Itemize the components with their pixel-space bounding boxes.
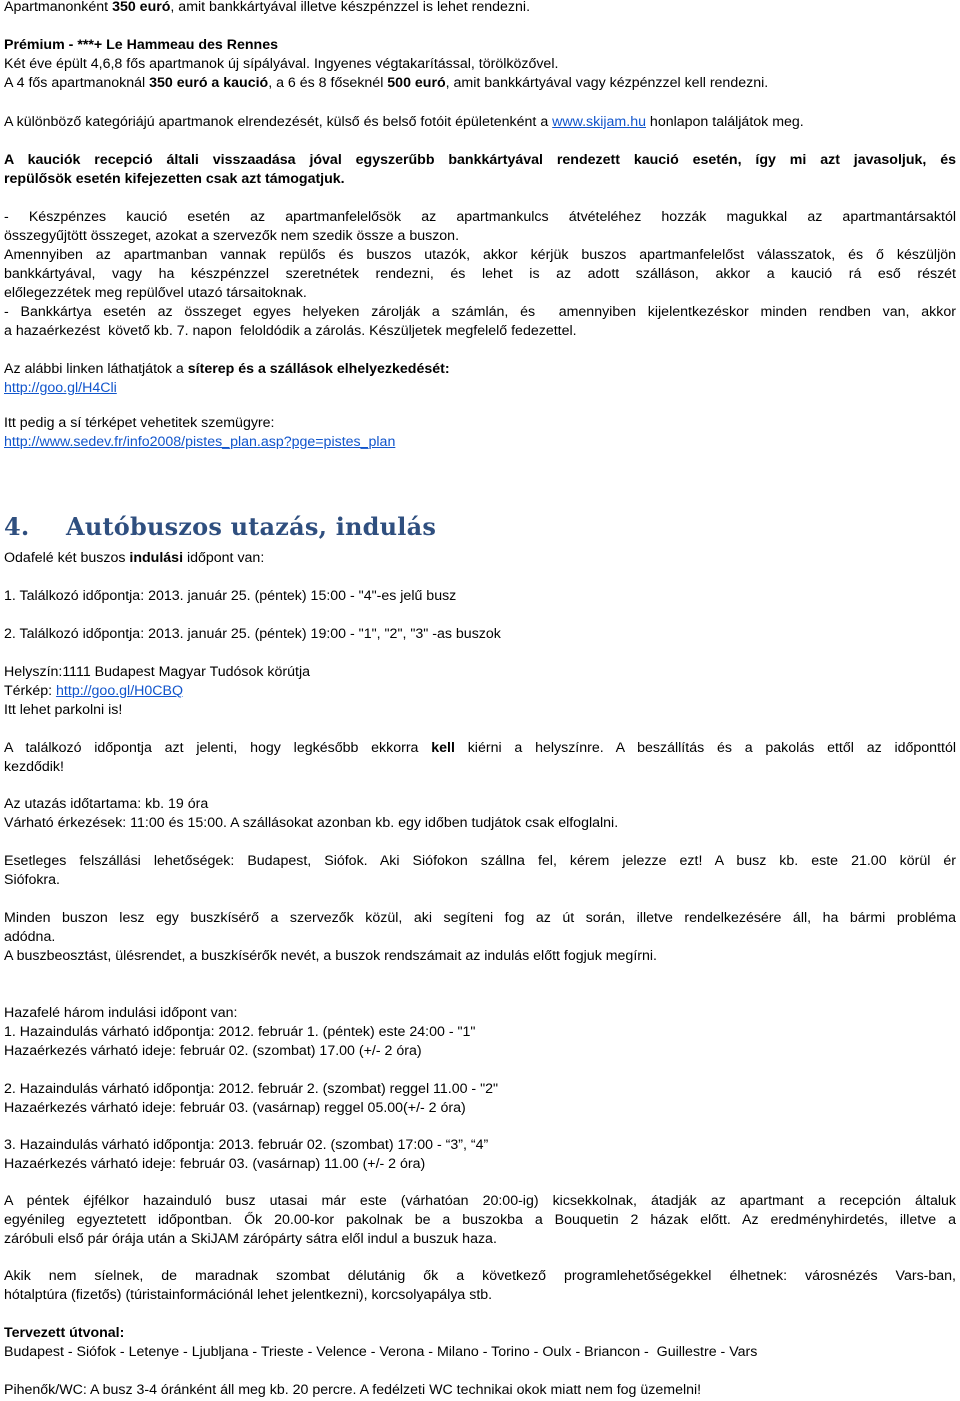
friday-checkout-line-3: záróbuli első pár órája után a SkiJAM zárópárty sátra elől indul a buszuk haza. xyxy=(4,1231,497,1247)
friday-checkout-line-1: A péntek éjfélkor hazainduló busz utasai már este (várhatóan 20:00-ig) kicsekkolnak, átadják az apartmant a recepción általuk xyxy=(4,1193,956,1209)
meeting-meaning-line-1: A találkozó időpontja azt jelenti, hogy legkésőbb ekkorra kell kiérni a helyszínre. A beszállítás és a pakolás ettől az időponttól xyxy=(4,740,956,756)
premium-title: Prémium - ***+ Le Hammeau des Rennes xyxy=(4,37,279,53)
meeting-location: Helyszín:1111 Budapest Magyar Tudósok körútja xyxy=(4,664,310,680)
return-arrival-2: Hazaérkezés várható ideje: február 03. (vasárnap) reggel 05.00(+/- 2 óra) xyxy=(4,1100,466,1116)
bus-escort-line-1: Minden buszon lesz egy buszkísérő a szervezők közül, aki segíteni fog az út során, illetve rendelkezésére áll, ha bármi probléma xyxy=(4,910,956,926)
map-link-intro: Az alábbi linken láthatjátok a síterep és a szállások elhelyezkedését: xyxy=(4,361,450,377)
card-hold-line-2: a hazaérkezést követő kb. 7. napon feloldódik a zárolás. Készüljetek megfelelő fedezettel. xyxy=(4,323,577,339)
non-skiers-line-2: hótalptúra (fizetős) (túristainformációnál lehet jelentkezni), korcsolyapálya stb. xyxy=(4,1287,493,1303)
return-departure-3: 3. Hazaindulás várható időpontja: 2013. február 02. (szombat) 17:00 - “3”, “4” xyxy=(4,1137,489,1153)
meeting-meaning-line-2: kezdődik! xyxy=(4,759,64,775)
deposit-return-line-2: repülősök esetén kifejezetten csak azt támogatjuk. xyxy=(4,171,345,187)
return-arrival-3: Hazaérkezés várható ideje: február 03. (vasárnap) 11.00 (+/- 2 óra) xyxy=(4,1156,426,1172)
mixed-travellers-line-1: Amennyiben az apartmanban vannak repülős és buszos utazók, akkor kérjük buszos apartmanfelelőst válasszatok, és ő készüljön xyxy=(4,247,956,263)
route-list: Budapest - Siófok - Letenye - Ljubljana - Trieste - Velence - Verona - Milano - Torino - Oulx - Briancon - Guillestre - Vars xyxy=(4,1344,758,1360)
outbound-intro: Odafelé két buszos indulási időpont van: xyxy=(4,550,265,566)
premium-deposit: A 4 fős apartmanoknál 350 euró a kaució, a 6 és 8 főseknél 500 euró, amit bankkártyával vagy kézpénzzel kell rendezni. xyxy=(4,75,769,91)
boarding-options-line-2: Siófokra. xyxy=(4,872,60,888)
mixed-travellers-line-3: előlegezzétek meg repülővel utazó társaitoknak. xyxy=(4,285,307,301)
slope-map-link[interactable]: http://goo.gl/H4Cli xyxy=(4,380,117,396)
apartment-photos-note: A különböző kategóriájú apartmanok elrendezését, külső és belső fotóit épületenként a www.skijam.hu honlapon találjátok meg. xyxy=(4,114,804,130)
meeting-map: Térkép: http://goo.gl/H0CBQ xyxy=(4,683,184,699)
expected-arrivals: Várható érkezések: 11:00 és 15:00. A szállásokat azonban kb. egy időben tudjátok csak elfoglalni. xyxy=(4,815,619,831)
bus-assignment-note: A buszbeosztást, ülésrendet, a buszkísérők nevét, a buszok rendszámait az indulás előtt fogjuk megírni. xyxy=(4,948,657,964)
paragraph-deposit-summary: Apartmanonként 350 euró, amit bankkártyával illetve készpénzzel is lehet rendezni. xyxy=(4,0,531,15)
cash-deposit-line-2: összegyűjtött összeget, azokat a szervezők nem szedik össze a buszon. xyxy=(4,228,460,244)
skijam-link[interactable]: www.skijam.hu xyxy=(552,114,646,130)
ski-map-link[interactable]: http://www.sedev.fr/info2008/pistes_plan.asp?pge=pistes_plan xyxy=(4,434,396,450)
non-skiers-line-1: Akik nem síelnek, de maradnak szombat délutánig ők a következő programlehetőségekkel élhetnek: városnézés Vars-ban, xyxy=(4,1268,956,1284)
route-label: Tervezett útvonal: xyxy=(4,1325,125,1341)
meeting-map-link[interactable]: http://goo.gl/H0CBQ xyxy=(56,683,184,699)
return-intro: Hazafelé három indulási időpont van: xyxy=(4,1005,238,1021)
ski-map-link-row xyxy=(4,433,956,452)
return-departure-2: 2. Hazaindulás várható időpontja: 2012. február 2. (szombat) reggel 11.00 - "2" xyxy=(4,1081,499,1097)
deposit-return-line-1: A kauciók recepció általi visszaadása jóval egyszerűbb bankkártyával rendezett kaució esetén, így mi azt javasoljuk, és xyxy=(4,152,956,168)
map-link-row xyxy=(4,379,956,398)
travel-duration: Az utazás időtartama: kb. 19 óra xyxy=(4,796,209,812)
card-hold-line-1: - Bankkártya esetén az összeget egyes helyeken zárolják a számlán, és amennyiben kijelentkezéskor minden rendben van, akkor xyxy=(4,304,956,320)
return-departure-1: 1. Hazaindulás várható időpontja: 2012. február 1. (péntek) este 24:00 - "1" xyxy=(4,1024,476,1040)
premium-description: Két éve épült 4,6,8 fős apartmanok új sípályával. Ingyenes végtakarítással, törölközővel. xyxy=(4,56,559,72)
mixed-travellers-line-2: bankkártyával, vagy ha készpénzzel szeretnétek rendezni, és lehet is az adott szálláson, akkor a kaució rá eső részét xyxy=(4,266,956,282)
friday-checkout-line-2: egyénileg egyeztetett időpontban. Ők 20.00-kor pakolnak be a buszokba a Bouquetin 2 házak előtt. Az eredményhirdetés, illetve a xyxy=(4,1212,956,1228)
return-arrival-1: Hazaérkezés várható ideje: február 02. (szombat) 17.00 (+/- 2 óra) xyxy=(4,1043,422,1059)
cash-deposit-line-1: - Készpénzes kaució esetén az apartmanfelelősök az apartmankulcs átvételéhez hozzák magukkal az apartmantársaktól xyxy=(4,209,956,225)
meeting-time-2: 2. Találkozó időpontja: 2013. január 25. (péntek) 19:00 - "1", "2", "3" -as buszok xyxy=(4,626,501,642)
parking-note: Itt lehet parkolni is! xyxy=(4,702,123,718)
section-heading xyxy=(4,512,436,541)
rest-stops-note: Pihenők/WC: A busz 3-4 óránként áll meg kb. 20 percre. A fedélzeti WC technikai okok miatt nem fog üzemelni! xyxy=(4,1382,702,1398)
section-number: 4. xyxy=(4,512,30,541)
meeting-time-1: 1. Találkozó időpontja: 2013. január 25. (péntek) 15:00 - "4"-es jelű busz xyxy=(4,588,457,604)
boarding-options-line-1: Esetleges felszállási lehetőségek: Budapest, Siófok. Aki Siófokon szállna fel, kérem jelezze ezt! A busz kb. este 21.00 körül ér xyxy=(4,853,956,869)
bus-escort-line-2: adódna. xyxy=(4,929,56,945)
ski-map-intro: Itt pedig a sí térképet vehetitek szemügyre: xyxy=(4,415,275,431)
section-title: Autóbuszos utazás, indulás xyxy=(66,512,437,541)
